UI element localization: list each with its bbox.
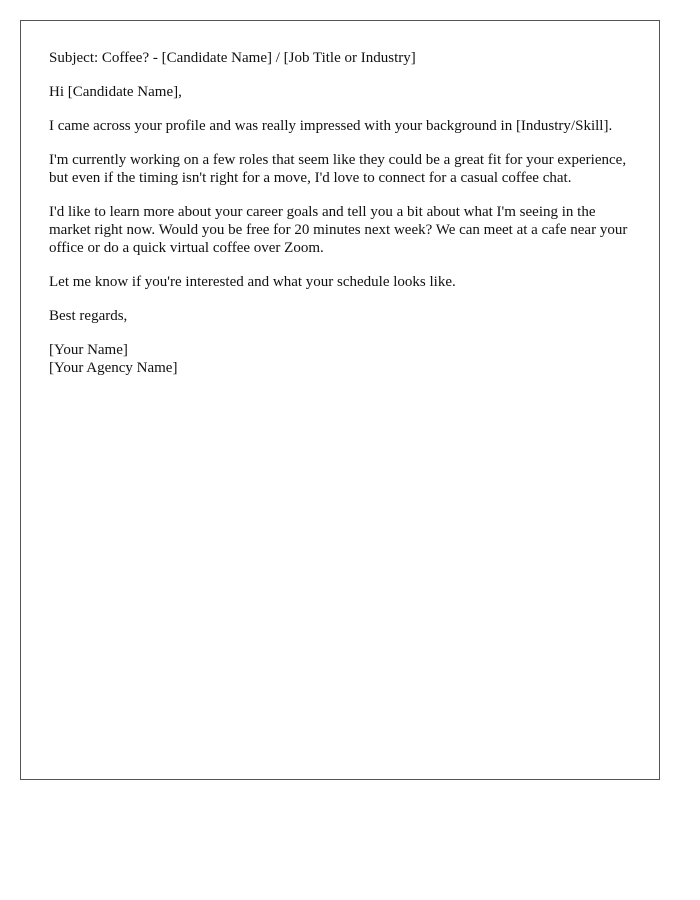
paragraph-cta: Let me know if you're interested and what your schedule looks like. [49, 274, 456, 290]
letter-body [49, 49, 639, 377]
closing: Best regards, [49, 308, 128, 324]
paragraph-intro: I came across your profile and was really impressed with your background in [Industry/Skill]. [49, 118, 613, 134]
signature-name: [Your Name] [49, 342, 128, 358]
paragraph-roles: I'm currently working on a few roles that seem like they could be a great fit for your experience, but even if the timing isn't right for a move, I'd love to connect for a casual coffee chat. [49, 152, 627, 186]
greeting: Hi [Candidate Name], [49, 84, 182, 100]
letter-page [20, 20, 660, 780]
signature-block [49, 341, 639, 377]
signature-agency: [Your Agency Name] [49, 360, 178, 376]
subject-line: Subject: Coffee? - [Candidate Name] / [Job Title or Industry] [49, 50, 416, 66]
paragraph-meeting: I'd like to learn more about your career goals and tell you a bit about what I'm seeing in the market right now. Would you be free for 20 minutes next week? We can meet at a cafe near your office or do a quick virtual coffee over Zoom. [49, 204, 628, 256]
